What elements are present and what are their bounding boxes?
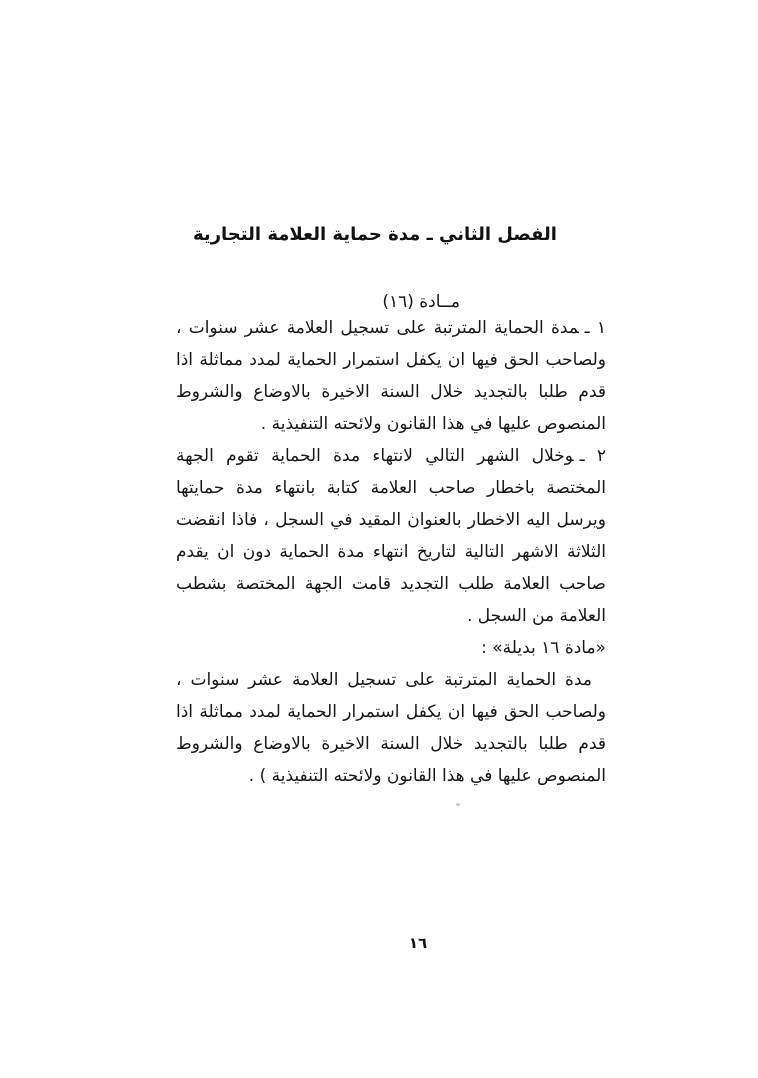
article-heading: مــادة (١٦) [382, 292, 460, 312]
item-text: مدة الحماية المترتبة على تسجيل العلامة عشر سنوات ، ولصاحب الحق فيها ان يكفل استمرار الحماية لمدد مماثلة اذا قدم طلبا بالتجديد خلال السنة الاخيرة بالاوضاع والشروط المنصوص عليها في هذا القانون ولائحته التنفيذية . [176, 318, 606, 434]
item-number: ١ ـ [584, 318, 606, 338]
page-number: ١٦ [408, 934, 428, 952]
article-item [176, 312, 606, 440]
article-body [176, 312, 606, 792]
scan-artifact-speck [456, 803, 460, 806]
alternative-article-heading: «مادة ١٦ بديلة» : [481, 638, 606, 658]
alternative-article-text: مدة الحماية المترتبة على تسجيل العلامة عشر سنوات ، ولصاحب الحق فيها ان يكفل استمرار الحماية لمدد مماثلة اذا قدم طلبا بالتجديد خلال السنة الاخيرة بالاوضاع والشروط المنصوص عليها في هذا القانون ولائحته التنفيذية ) . [176, 670, 606, 786]
item-number: ٢ ـ [579, 446, 607, 466]
article-item [176, 440, 606, 632]
chapter-title: الفصل الثاني ـ مدة حماية العلامة التجارية [193, 224, 557, 245]
item-text: وخلال الشهر التالي لانتهاء مدة الحماية تقوم الجهة المختصة باخطار صاحب العلامة كتابة بانتهاء مدة حمايتها ويرسل اليه الاخطار بالعنوان المقيد في السجل ، فاذا انقضت الثلاثة الاشهر التالية لتاريخ انتهاء مدة الحماية دون ان يقدم صاحب العلامة طلب التجديد قامت الجهة المختصة بشطب العلامة من السجل . [176, 446, 606, 626]
